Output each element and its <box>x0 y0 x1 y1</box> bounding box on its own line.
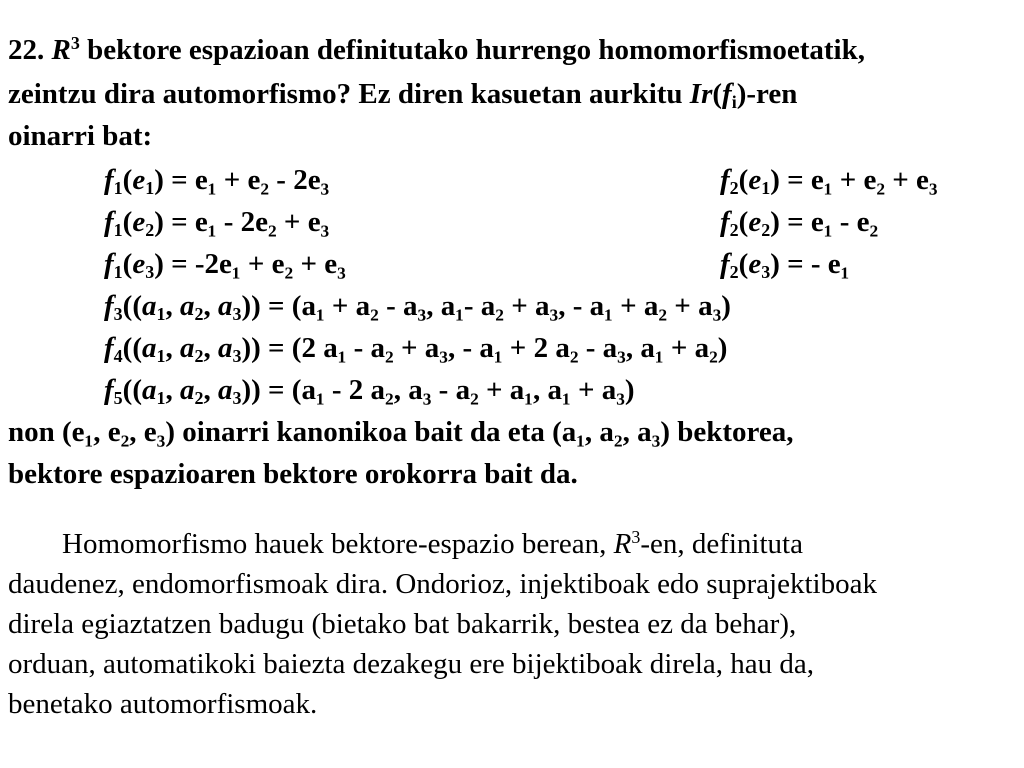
f4-rhs: (2 a₁ - a₂ + a₃, - a₁ + 2 a₂ - a₃, a₁ + a₂) <box>291 332 728 364</box>
intro-text-2: zeintzu dira automorfismo? Ez diren kasuetan aurkitu <box>8 78 690 110</box>
answer-text-1a: Homomorfismo hauek bektore-espazio berean, <box>62 528 614 560</box>
closing-text-2: bektore espazioaren bektore orokorra bait da. <box>8 458 578 490</box>
answer-line-3 <box>8 604 796 644</box>
image-function: Ir <box>689 78 713 110</box>
intro-text-2b: )-ren <box>736 78 798 110</box>
exercise-line-3 <box>8 116 152 156</box>
f5-rhs: (a₁ - 2 a₂, a₃ - a₂ + a₁, a₁ + a₃) <box>291 374 635 406</box>
exercise-line-1 <box>8 30 865 70</box>
intro-text-1: bektore espazioan definitutako hurrengo homomorfismoetatik, <box>79 34 865 66</box>
closing-line-2 <box>8 454 578 494</box>
answer-space-exponent: 3 <box>631 527 641 548</box>
f1-e1-def: $f_1(e_1) = e_1 + e_2 - 2e_3$ <box>104 164 330 199</box>
answer-text-5: benetako automorfismoak. <box>8 688 318 720</box>
space-exponent: 3 <box>70 33 80 54</box>
f-letter: f <box>722 78 732 110</box>
f2-e1-def: $f_2(e_1) = e_1 + e_2 + e_3$ <box>720 164 938 199</box>
intro-text-3: oinarri bat: <box>8 120 153 152</box>
f2-e3-def: $f_2(e_3)$ = - e₁ <box>720 248 850 283</box>
closing-text-1: non (e₁, e₂, e₃) oinarri kanonikoa bait da eta (a₁, a₂, a₃) bektorea, <box>8 416 794 448</box>
f4-def: $f_4((a_1$, $a_2$, $a_3)) = (2$ a₁ - a₂ + a₃, - a₁ + 2 a₂ - a₃, a₁ + a₂) <box>104 332 728 367</box>
f1-e3-rhs: -2e₁ + e₂ + e₃ <box>194 248 346 280</box>
answer-line-2 <box>8 564 877 604</box>
f2-e2-def: $f_2(e_2) = e_1 - e_2$ <box>720 206 879 241</box>
exercise-number: 22. <box>8 34 45 66</box>
f3-def: $f_3((a_1$, $a_2$, $a_3)) = (a_1 + a_2 - a_3$, a₁- a₂ + a₃, - a₁ + a₂ + a₃) <box>104 290 731 325</box>
answer-text-2: daudenez, endomorfismoak dira. Ondorioz, injektiboak edo suprajektiboak <box>8 568 877 600</box>
f1-e3-def: $f_1(e_3) = -2e_1 + e_2 + e_3$ <box>104 248 346 283</box>
f2-e1-rhs: e₁ + e₂ + e₃ <box>810 164 938 196</box>
answer-text-3: direla egiaztatzen badugu (bietako bat bakarrik, bestea ez da behar), <box>8 608 797 640</box>
f1-e2-def: $f_1(e_2) = e_1 - 2e_2 + e_3$ <box>104 206 330 241</box>
f2-e3-rhs: - e₁ <box>810 248 850 280</box>
answer-line-4 <box>8 644 814 684</box>
f1-e1-rhs: e₁ + e₂ - 2e₃ <box>194 164 330 196</box>
answer-text-1b: -en, definituta <box>640 528 803 560</box>
f1-e2-rhs: e₁ - 2e₂ + e₃ <box>194 206 330 238</box>
exercise-line-2: zeintzu dira automorfismo? Ez diren kasuetan aurkitu $Ir(f_i)$-ren <box>8 78 798 113</box>
f3-rhs: (a₁ + a₂ - a₃, a₁- a₂ + a₃, - a₁ + a₂ + a₃) <box>291 290 731 322</box>
f2-e2-rhs: e₁ - e₂ <box>810 206 879 238</box>
space-symbol: R <box>51 34 71 66</box>
f-index: i <box>731 92 737 113</box>
closing-line-1 <box>8 412 793 452</box>
answer-line-1 <box>62 524 803 564</box>
answer-text-4: orduan, automatikoki baiezta dezakegu ere bijektiboak direla, hau da, <box>8 648 815 680</box>
answer-space-symbol: R <box>613 528 632 560</box>
f5-def: $f_5((a_1$, $a_2$, $a_3)) = (a_1 - 2$ a₂, a₃ - a₂ + a₁, a₁ + a₃) <box>104 374 635 409</box>
answer-line-5 <box>8 684 317 724</box>
